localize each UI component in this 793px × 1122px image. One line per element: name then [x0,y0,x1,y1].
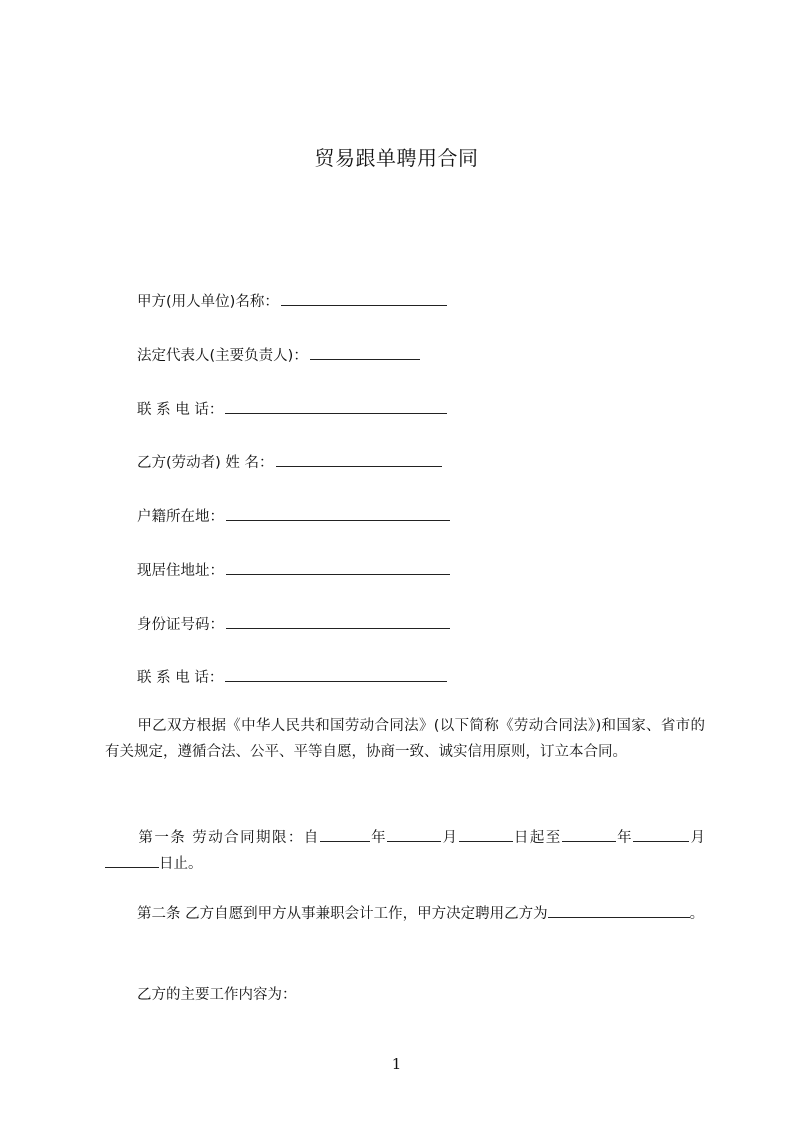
blank-line[interactable] [226,560,450,575]
field-employee-name [137,452,442,473]
field-household-registration [137,506,450,527]
end-day-blank[interactable] [105,853,159,868]
day-from-label: 日起至 [512,830,562,846]
field-label: 乙方(劳动者) 姓 名： [137,455,274,471]
end-month-blank[interactable] [633,827,689,842]
document-title: 贸易跟单聘用合同 [314,146,479,170]
field-legal-representative [137,345,420,366]
work-content-heading [137,985,297,1005]
month-label: 月 [441,830,459,846]
year-label: 年 [369,830,388,846]
article-1-prefix: 第一条 劳动合同期限：自 [137,830,320,846]
field-label: 现居住地址： [137,563,224,579]
intro-paragraph [105,713,705,765]
field-employee-phone [137,667,447,688]
end-year-blank[interactable] [562,827,616,842]
month-label: 月 [689,830,706,846]
page-number: 1 [391,1055,402,1073]
article-2 [105,901,705,927]
field-label: 户籍所在地： [137,509,224,525]
field-label: 身份证号码： [137,617,224,633]
field-label: 甲方(用人单位)名称： [137,294,279,310]
field-id-number [137,614,450,635]
blank-line[interactable] [225,667,447,682]
position-blank-continued[interactable] [652,903,690,918]
year-label: 年 [615,830,634,846]
blank-line[interactable] [310,345,420,360]
work-content-label: 乙方的主要工作内容为： [137,987,297,1003]
blank-line[interactable] [226,506,450,521]
blank-line[interactable] [276,452,442,467]
blank-line[interactable] [225,399,447,414]
article-2-end: 。 [689,906,705,922]
article-2-text: 第二条 乙方自愿到甲方从事兼职会计工作，甲方决定聘用乙方为 [137,906,548,922]
field-current-address [137,560,450,581]
field-label: 法定代表人(主要负责人)： [137,348,308,364]
field-employer-phone [137,399,447,420]
intro-text: 甲乙双方根据《中华人民共和国劳动合同法》(以下简称《劳动合同法》)和国家、省市的有关规定，遵循合法、公平、平等自愿，协商一致、诚实信用原则，订立本合同。 [105,718,705,760]
field-label: 联 系 电 话： [137,402,224,418]
blank-line[interactable] [281,291,447,306]
start-month-blank[interactable] [387,827,441,842]
day-end-label: 日止。 [159,856,203,872]
article-1 [105,825,705,877]
position-blank[interactable] [548,903,652,918]
blank-line[interactable] [226,614,450,629]
field-label: 联 系 电 话： [137,670,224,686]
start-year-blank[interactable] [320,827,370,842]
field-employer-name [137,291,447,312]
start-day-blank[interactable] [459,827,513,842]
